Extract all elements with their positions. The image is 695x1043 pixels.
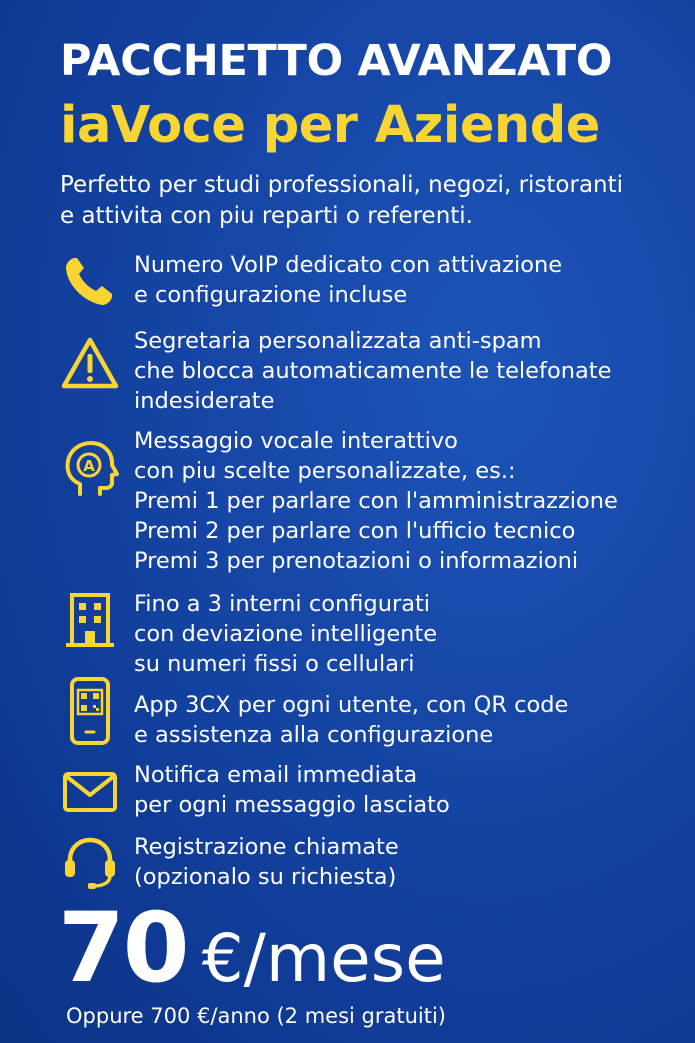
feature-line: con deviazione intelligente [134,621,438,647]
product-name: iaVoce per Aziende [60,96,600,155]
feature-line: e assistenza alla configurazione [134,722,494,748]
envelope-icon [60,762,120,822]
package-title: PACCHETTO AVANZATO [60,36,613,86]
price-amount: 70 [58,892,188,1004]
building-icon [60,591,120,651]
feature-line: App 3CX per ogni utente, con QR code [134,692,569,718]
feature-line: Premi 3 per prenotazioni o informazioni [134,548,579,574]
feature-line: Premi 2 per parlare con l'ufficio tecnico [134,518,576,544]
feature-line: Registrazione chiamate [134,834,399,860]
svg-text:A: A [83,457,95,475]
subtitle-line: e attivita con piu reparti o referenti. [60,203,473,229]
feature-line: Notifica email immediata [134,762,418,788]
feature-line: per ogni messaggio lasciato [134,792,450,818]
price-alternative: Oppure 700 €/anno (2 mesi gratuiti) [66,1004,446,1028]
feature-line: su numeri fissi o cellulari [134,651,415,677]
feature-line: Numero VoIP dedicato con attivazione [134,252,563,278]
subtitle-line: Perfetto per studi professionali, negozi, ristoranti [60,172,624,198]
headset-icon [60,832,120,892]
phone-icon [60,252,120,312]
ai-head-icon [60,438,120,498]
price [58,892,446,1004]
price-unit: €/mese [201,920,446,997]
feature-line: con piu scelte personalizzate, es.: [134,458,516,484]
feature-line: (opzionalo su richiesta) [134,864,397,890]
warning-icon [60,334,120,394]
feature-line: Fino a 3 interni configurati [134,591,431,617]
feature-line: che blocca automaticamente le telefonate [134,358,612,384]
feature-line: Segretaria personalizzata anti-spam [134,328,542,354]
feature-line: Messaggio vocale interattivo [134,428,458,454]
feature-line: e configurazione incluse [134,282,408,308]
subtitle [60,170,660,232]
smartphone-qr-icon [60,676,120,746]
feature-line: Premi 1 per parlare con l'amministrazzione [134,488,618,514]
feature-line: indesiderate [134,388,275,414]
